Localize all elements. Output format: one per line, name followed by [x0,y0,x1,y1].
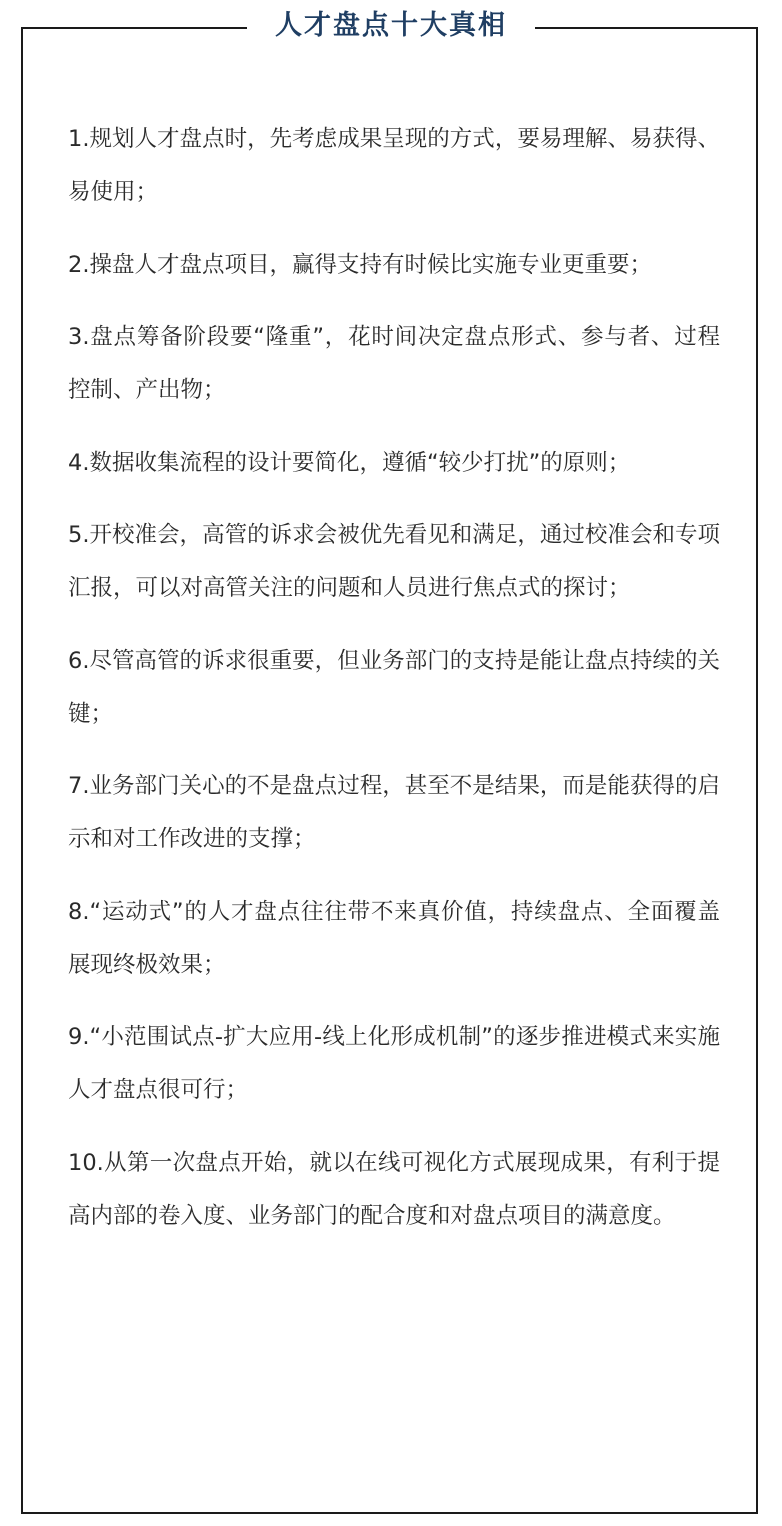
truth-list [68,113,720,1262]
list-item: 9.“小范围试点-扩大应用-线上化形成机制”的逐步推进模式来实施人才盘点很可行； [68,1024,720,1103]
list-item: 4.数据收集流程的设计要简化，遵循“较少打扰”的原则； [68,449,631,476]
title-bar [0,0,782,54]
list-item: 1.规划人才盘点时，先考虑成果呈现的方式，要易理解、易获得、易使用； [68,126,720,205]
list-item: 5.开校准会，高管的诉求会被优先看见和满足，通过校准会和专项汇报，可以对高管关注的问题和人员进行焦点式的探讨； [68,522,720,601]
list-item: 2.操盘人才盘点项目，赢得支持有时候比实施专业更重要； [68,251,652,278]
list-item: 6.尽管高管的诉求很重要，但业务部门的支持是能让盘点持续的关键； [68,647,720,727]
list-item: 10.从第一次盘点开始，就以在线可视化方式展现成果，有利于提高内部的卷入度、业务部门的配合度和对盘点项目的满意度。 [68,1149,720,1229]
list-item: 7.业务部门关心的不是盘点过程，甚至不是结果，而是能获得的启示和对工作改进的支撑； [68,773,720,852]
list-item: 3.盘点筹备阶段要“隆重”，花时间决定盘点形式、参与者、过程控制、产出物； [68,324,720,403]
page-title: 人才盘点十大真相 [247,6,535,46]
list-item: 8.“运动式”的人才盘点往往带不来真价值，持续盘点、全面覆盖展现终极效果； [68,898,720,978]
